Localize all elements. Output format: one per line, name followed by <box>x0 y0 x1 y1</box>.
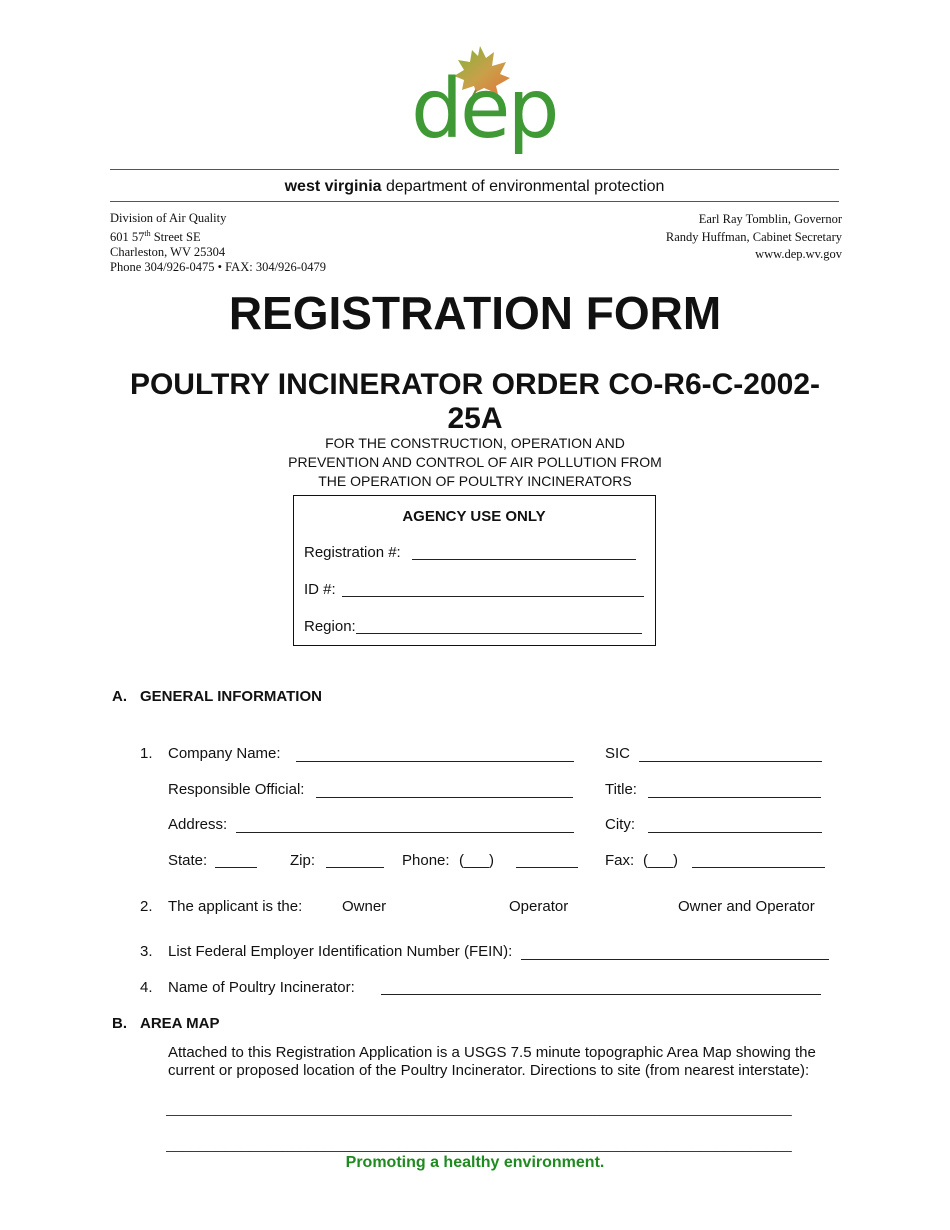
incinerator-name-field[interactable] <box>381 994 821 995</box>
id-field[interactable] <box>342 596 644 597</box>
address-label: Address: <box>168 816 228 833</box>
section-b-letter: B. <box>112 1015 127 1032</box>
description-line: FOR THE CONSTRUCTION, OPERATION AND <box>325 435 625 451</box>
company-name-label: Company Name: <box>168 745 281 762</box>
description-line: THE OPERATION OF POULTRY INCINERATORS <box>318 473 632 489</box>
directions-blank-2[interactable]: ___________________________________________________________________________ <box>166 1136 792 1153</box>
logo-text: dep <box>411 62 557 157</box>
sic-label: SIC <box>605 745 631 762</box>
address-line-street: 601 57th Street SE <box>110 229 201 245</box>
area-map-line-2: current or proposed location of the Poultry Incinerator. Directions to site (from nearest interstate): <box>168 1062 810 1079</box>
subtitle-line-2: 25A <box>447 402 503 435</box>
address-block <box>110 211 370 275</box>
department-name: department of environmental protection <box>385 178 665 195</box>
footer-slogan: Promoting a healthy environment. <box>345 1154 605 1171</box>
fein-label: List Federal Employer Identification Number (FEIN): <box>168 943 513 960</box>
registration-label: Registration #: <box>304 544 401 561</box>
address-line-phone: Phone 304/926-0475 • FAX: 304/926-0479 <box>110 260 326 275</box>
area-map-paragraph <box>168 1044 848 1080</box>
responsible-official-label: Responsible Official: <box>168 781 305 798</box>
header-top-rule <box>110 169 839 170</box>
option-operator[interactable]: Operator <box>509 898 569 915</box>
item-2-number: 2. <box>140 898 153 915</box>
id-label: ID #: <box>304 581 336 598</box>
phone-area-code[interactable]: (___) <box>459 852 495 869</box>
city-label: City: <box>605 816 635 833</box>
governor-line: Earl Ray Tomblin, Governor <box>698 212 842 226</box>
item-1-number: 1. <box>140 745 153 762</box>
state-label: State: <box>168 852 208 869</box>
fax-field[interactable] <box>692 867 825 868</box>
page-title: REGISTRATION FORM <box>228 287 722 339</box>
zip-field[interactable] <box>326 867 384 868</box>
agency-use-box <box>293 495 656 646</box>
secretary-line: Randy Huffman, Cabinet Secretary <box>665 229 842 244</box>
phone-field[interactable] <box>516 867 578 868</box>
item-3-number: 3. <box>140 943 153 960</box>
state-name: west virginia <box>284 178 382 195</box>
agency-heading: AGENCY USE ONLY <box>402 508 546 525</box>
company-name-field[interactable] <box>296 761 574 762</box>
address-line-city: Charleston, WV 25304 <box>110 245 226 260</box>
website-link[interactable]: www.dep.wv.gov <box>755 247 842 261</box>
fax-area-code[interactable]: (___) <box>643 852 679 869</box>
city-field[interactable] <box>648 832 822 833</box>
incinerator-name-label: Name of Poultry Incinerator: <box>168 979 355 996</box>
state-field[interactable] <box>215 867 257 868</box>
fein-field[interactable] <box>521 959 829 960</box>
description <box>0 434 950 491</box>
zip-label: Zip: <box>290 852 316 869</box>
applicant-label: The applicant is the: <box>168 898 303 915</box>
responsible-official-field[interactable] <box>316 797 573 798</box>
address-field[interactable] <box>236 832 574 833</box>
title-label: Title: <box>605 781 637 798</box>
area-map-line-1: Attached to this Registration Application is a USGS 7.5 minute topographic Area Map showing the <box>168 1044 816 1061</box>
department-line <box>110 177 839 197</box>
title-field[interactable] <box>648 797 821 798</box>
phone-label: Phone: <box>402 852 450 869</box>
sic-field[interactable] <box>639 761 822 762</box>
option-owner[interactable]: Owner <box>342 898 387 915</box>
fax-label: Fax: <box>605 852 635 869</box>
registration-field[interactable] <box>412 559 636 560</box>
header-bottom-rule <box>110 201 839 202</box>
region-label: Region: <box>304 618 356 635</box>
section-a-letter: A. <box>112 688 127 705</box>
address-line-division: Division of Air Quality <box>110 211 227 225</box>
directions-blank-1[interactable]: ___________________________________________________________________________ <box>166 1100 792 1117</box>
region-field[interactable] <box>356 633 642 634</box>
subtitle-line-1: POULTRY INCINERATOR ORDER CO-R6-C-2002- <box>129 368 821 401</box>
option-owner-and-operator[interactable]: Owner and Operator <box>678 898 815 915</box>
officials-block <box>580 211 842 264</box>
section-b-heading: AREA MAP <box>140 1015 220 1032</box>
description-line: PREVENTION AND CONTROL OF AIR POLLUTION FROM <box>288 454 662 470</box>
item-4-number: 4. <box>140 979 153 996</box>
section-a-heading: GENERAL INFORMATION <box>140 688 322 705</box>
